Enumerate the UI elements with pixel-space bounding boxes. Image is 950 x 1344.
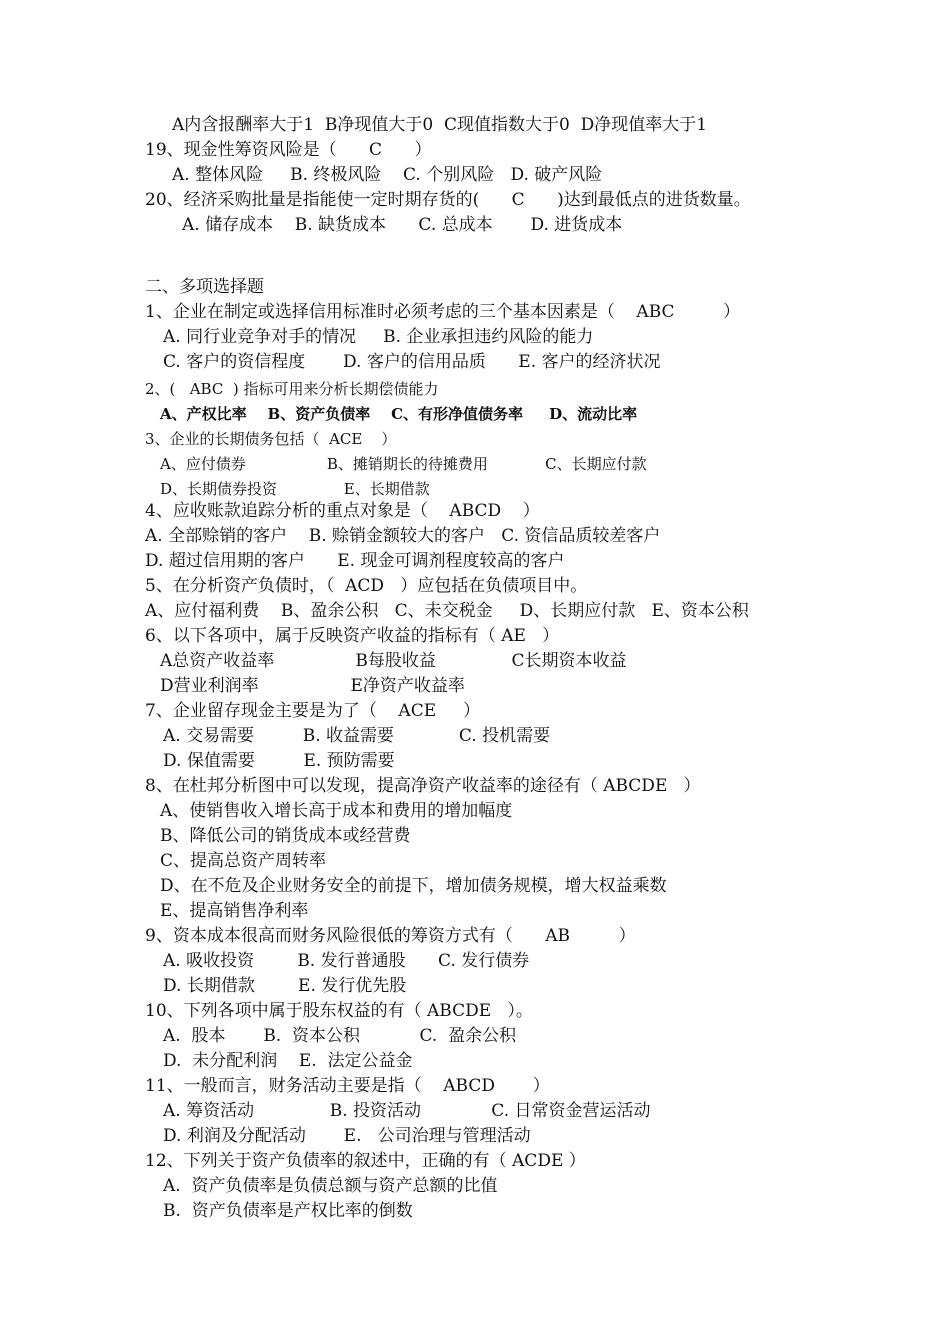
m9-options-2: D. 长期借款 E. 发行优先股 bbox=[163, 976, 407, 996]
m10-question: 10、下列各项中属于股东权益的有（ ABCDE ）。 bbox=[145, 1001, 533, 1021]
m5-options: A、应付福利费 B、盈余公积 C、未交税金 D、长期应付款 E、资本公积 bbox=[145, 601, 749, 621]
m12-question: 12、下列关于资产负债率的叙述中，正确的有（ ACDE ） bbox=[145, 1151, 586, 1171]
m10-options-1: A. 股本 B. 资本公积 C. 盈余公积 bbox=[163, 1026, 517, 1046]
m3-options-1: A、应付债券 B、摊销期长的待摊费用 C、长期应付款 bbox=[160, 455, 647, 473]
m3-options-2: D、长期债券投资 E、长期借款 bbox=[160, 480, 430, 498]
m6-options-2: D营业利润率 E净资产收益率 bbox=[160, 676, 465, 696]
m7-options-1: A. 交易需要 B. 收益需要 C. 投机需要 bbox=[163, 726, 551, 746]
m11-options-1: A. 筹资活动 B. 投资活动 C. 日常资金营运活动 bbox=[163, 1101, 651, 1121]
q20-question: 20、经济采购批量是指能使一定时期存货的( C )达到最低点的进货数量。 bbox=[145, 190, 751, 210]
m4-question: 4、应收账款追踪分析的重点对象是（ ABCD ） bbox=[145, 501, 540, 521]
m8-option-b: B、降低公司的销货成本或经营费 bbox=[160, 826, 411, 846]
section-heading: 二、多项选择题 bbox=[145, 277, 264, 297]
m7-question: 7、企业留存现金主要是为了（ ACE ） bbox=[145, 701, 481, 721]
m5-question: 5、在分析资产负债时，（ ACD ）应包括在负债项目中。 bbox=[145, 576, 588, 596]
m8-option-a: A、使销售收入增长高于成本和费用的增加幅度 bbox=[160, 801, 513, 821]
m4-options-2: D. 超过信用期的客户 E. 现金可调剂程度较高的客户 bbox=[145, 551, 565, 571]
m8-option-e: E、提高销售净利率 bbox=[160, 901, 309, 921]
m12-option-b: B. 资产负债率是产权比率的倒数 bbox=[163, 1201, 413, 1221]
m12-option-a: A. 资产负债率是负债总额与资产总额的比值 bbox=[163, 1176, 498, 1196]
m1-options-2: C. 客户的资信程度 D. 客户的信用品质 E. 客户的经济状况 bbox=[163, 352, 661, 372]
m4-options-1: A. 全部赊销的客户 B. 赊销金额较大的客户 C. 资信品质较差客户 bbox=[145, 526, 661, 546]
q20-options: A. 储存成本 B. 缺货成本 C. 总成本 D. 进货成本 bbox=[182, 215, 623, 235]
m11-options-2: D. 利润及分配活动 E. 公司治理与管理活动 bbox=[163, 1126, 531, 1146]
q19-question: 19、现金性筹资风险是（ C ） bbox=[145, 140, 432, 160]
m10-options-2: D. 未分配利润 E. 法定公益金 bbox=[163, 1051, 413, 1071]
m3-question: 3、企业的长期债务包括（ ACE ） bbox=[145, 430, 397, 448]
m1-question: 1、企业在制定或选择信用标准时必须考虑的三个基本因素是（ ABC ） bbox=[145, 302, 741, 322]
m2-options: A、产权比率 B、资产负债率 C、有形净值债务率 D、流动比率 bbox=[160, 405, 638, 423]
m9-options-1: A. 吸收投资 B. 发行普通股 C. 发行债券 bbox=[163, 951, 530, 971]
q19-options: A. 整体风险 B. 终极风险 C. 个别风险 D. 破产风险 bbox=[172, 165, 603, 185]
m8-option-d: D、在不危及企业财务安全的前提下，增加债务规模，增大权益乘数 bbox=[160, 876, 667, 896]
q18-options: A内含报酬率大于1 B净现值大于0 C现值指数大于0 D净现值率大于1 bbox=[172, 115, 708, 135]
m6-options-1: A总资产收益率 B每股收益 C长期资本收益 bbox=[160, 651, 627, 671]
m8-question: 8、在杜邦分析图中可以发现，提高净资产收益率的途径有（ ABCDE ） bbox=[145, 776, 701, 796]
m1-options-1: A. 同行业竞争对手的情况 B. 企业承担违约风险的能力 bbox=[163, 327, 594, 347]
m2-question: 2、( ABC ) 指标可用来分析长期偿债能力 bbox=[145, 380, 439, 398]
m7-options-2: D. 保值需要 E. 预防需要 bbox=[163, 751, 395, 771]
m11-question: 11、一般而言，财务活动主要是指（ ABCD ） bbox=[145, 1076, 550, 1096]
m8-option-c: C、提高总资产周转率 bbox=[160, 851, 327, 871]
m6-question: 6、以下各项中，属于反映资产收益的指标有（ AE ） bbox=[145, 626, 560, 646]
m9-question: 9、资本成本很高而财务风险很低的筹资方式有（ AB ） bbox=[145, 926, 636, 946]
